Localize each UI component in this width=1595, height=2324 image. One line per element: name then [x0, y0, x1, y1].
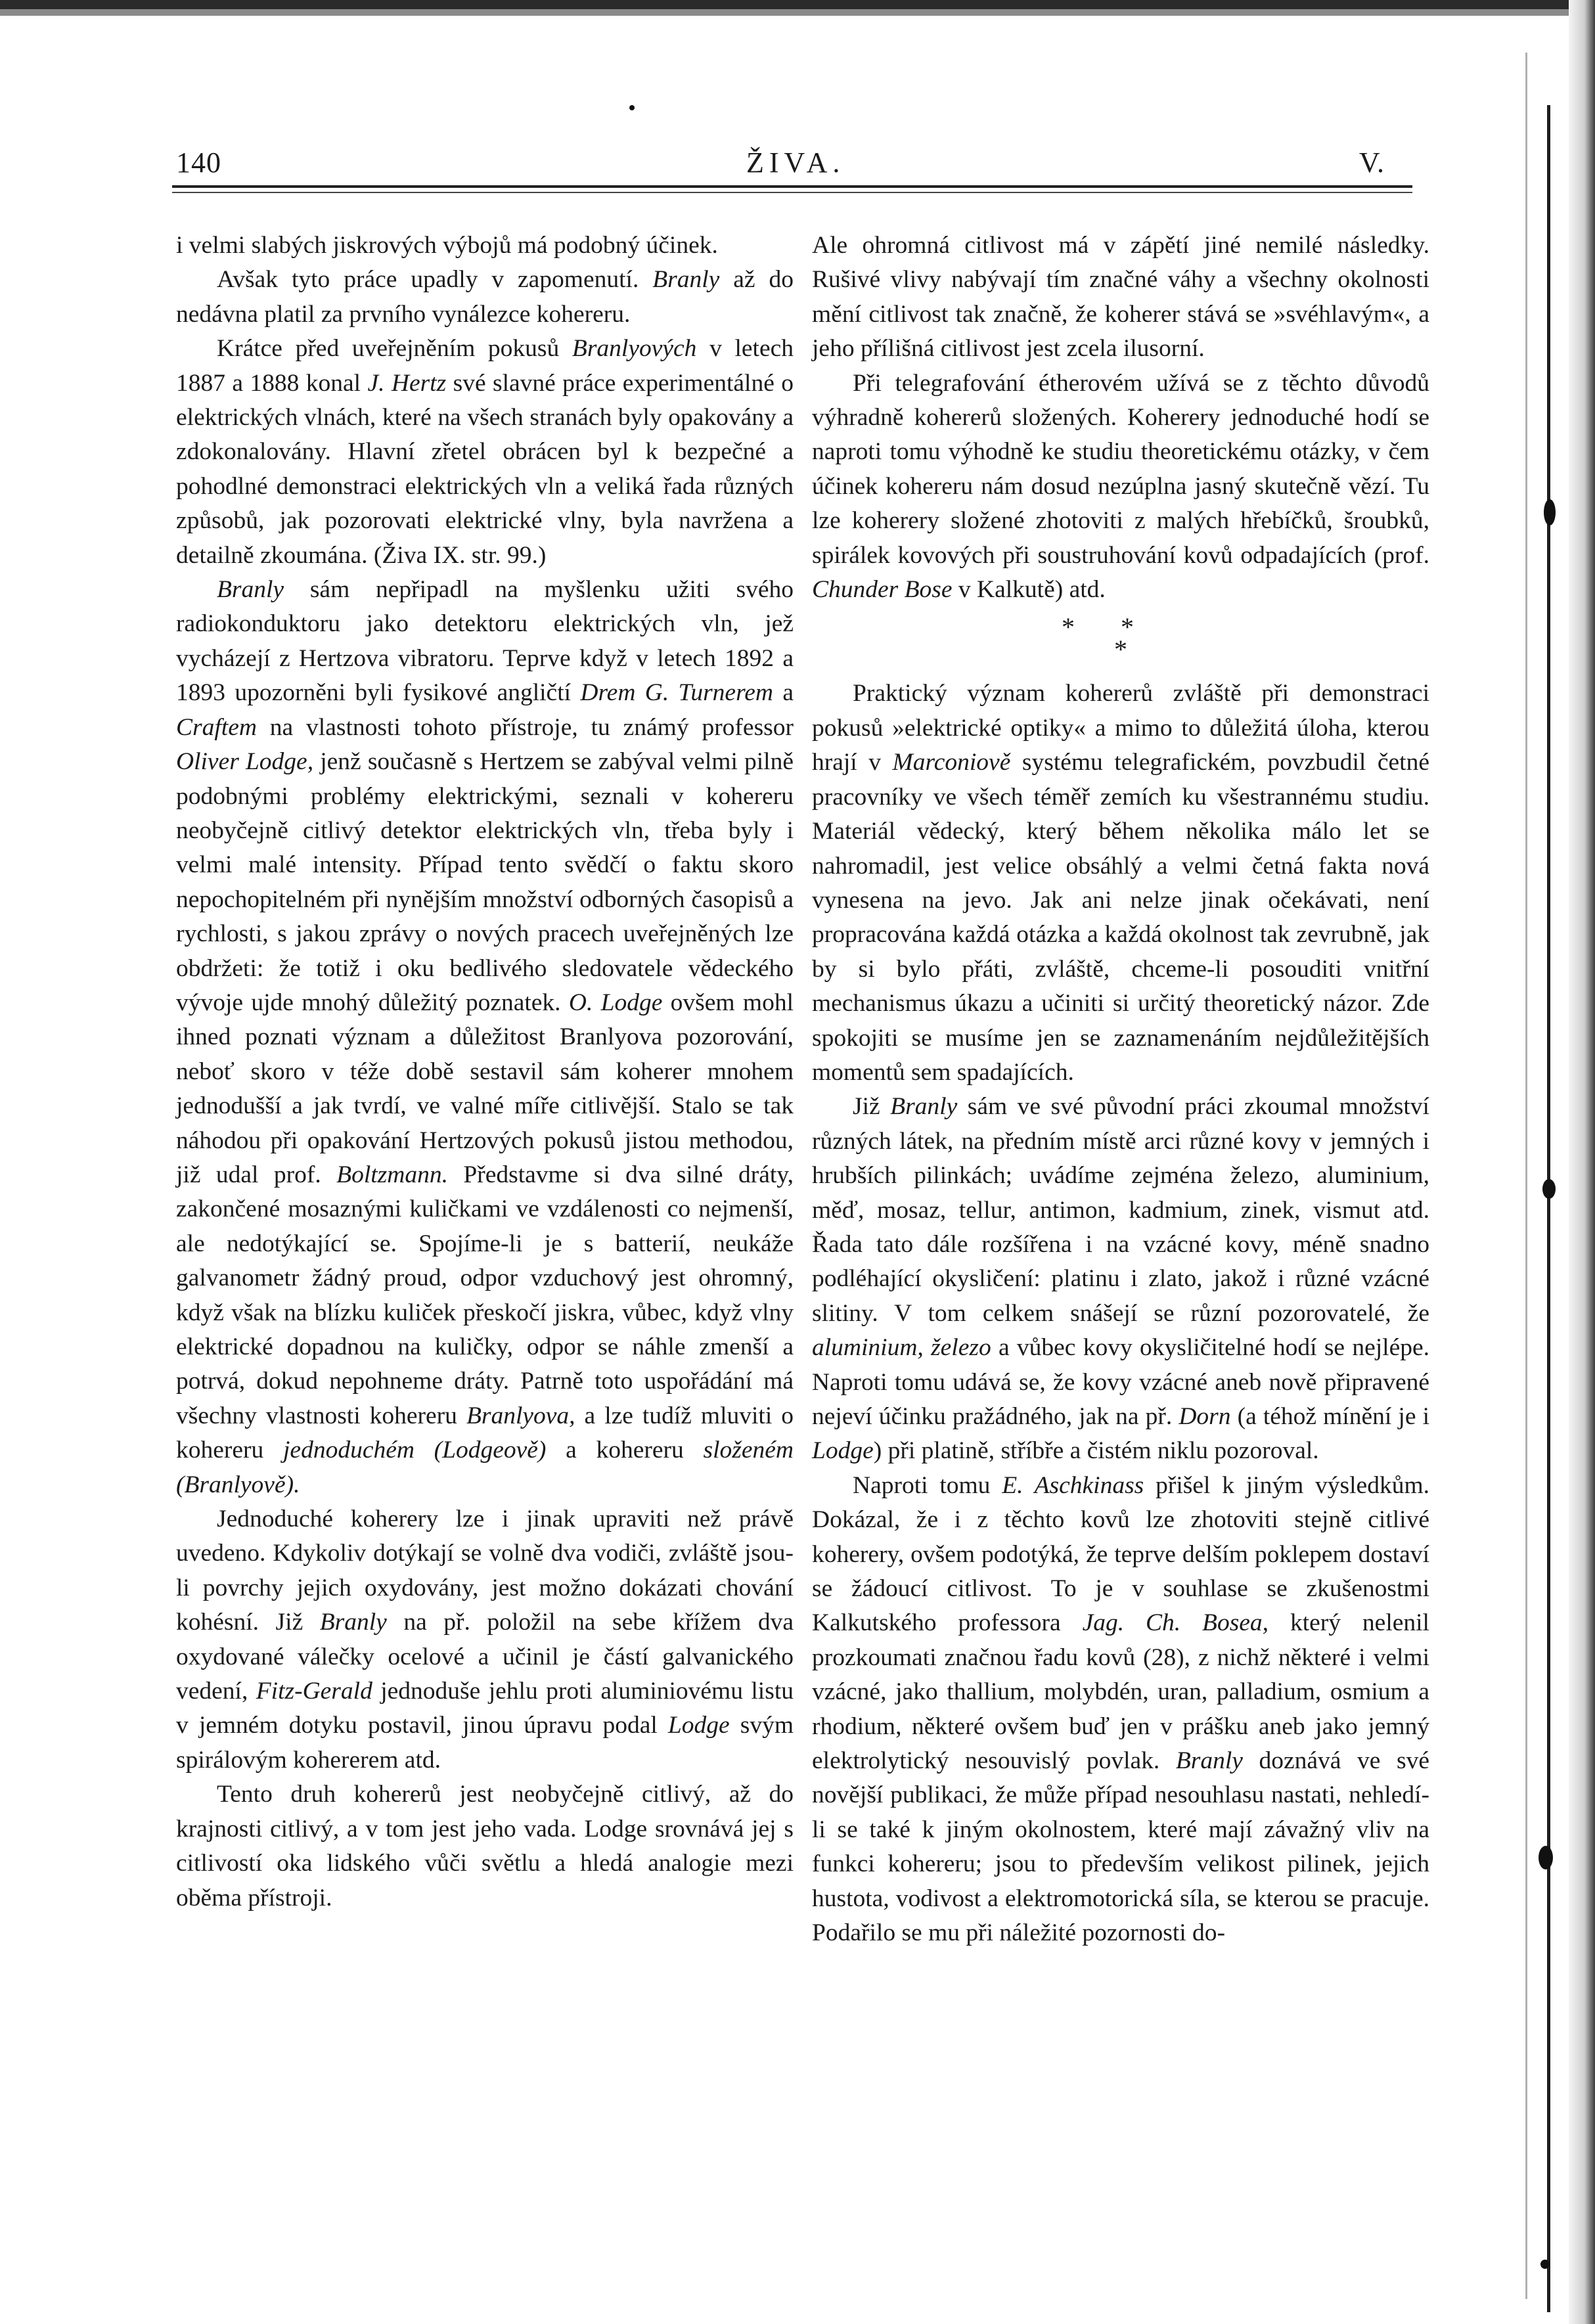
running-header: [176, 146, 1385, 185]
italic-name: Branlyova,: [466, 1402, 575, 1429]
scan-speck: [1544, 499, 1556, 525]
text-run: jenž současně s Hertzem se zabýval velmi pilně podobnými problémy elektrickými, seznali v kohereru neobyčejně citlivý detektor elektrických vln, třeba byly i velmi malé intensity. Případ tento svědčí o faktu skoro nepochopitelném při nynějším množství odborných časopisů a rychlosti, s jakou zprávy o nových pracech uveřejněných lze obdržeti: že totiž i oku bedlivého sledovatele vědeckého vývoje ujde mnohý důležitý poznatek.: [176, 748, 794, 1016]
text-run: ovšem mohl ihned poznati význam a důležitost Branlyova pozorování, neboť skoro v téže době sestavil sám koherer mnohem jednodušší a jak tvrdí, ve valné míře citlivější. Stalo se tak náhodou při opakování Hertzových pokusů jistou methodou, již udal prof.: [176, 989, 794, 1188]
text-run: Představme si dva silné dráty, zakončené mosaznými kuličkami ve vzdálenosti co nejmenší, ale nedotýkající se. Spojíme-li je s batterií, neukáže galvanometr žádný proud, odpor vzduchový jest ohromný, když však na blízku kuliček přeskočí jiskra, vůbec, když vlny elektrické dopadnou na kuličky, odpor se náhle zmenší a potrvá, dokud nepohneme dráty. Patrně toto uspořádání má všechny vlastnosti kohereru: [176, 1161, 794, 1429]
text-run: i velmi slabých jiskrových výbojů má podobný účinek.: [176, 232, 718, 259]
scan-speck: [1542, 1179, 1556, 1199]
text-run: sám nepřipadl na myšlenku užiti svého radiokonduktoru jako detektoru elektrických vln, jež vycházejí z Hertzova vibratoru. Teprve když v letech 1892 a 1893 upozorněni byli fysikové angličtí: [176, 576, 794, 707]
scan-border-top-shadow: [0, 9, 1595, 16]
text-run: v letech 1887 a 1888 konal: [176, 335, 794, 397]
italic-name: Lodge: [667, 1712, 730, 1739]
paragraph: [176, 229, 794, 263]
italic-name: Branly: [319, 1609, 387, 1636]
italic-name: Branly: [1175, 1747, 1243, 1775]
italic-name: Branly: [652, 266, 720, 294]
text-run: Ale ohromná citlivost má v zápětí jiné nemilé následky. Rušivé vlivy nabývají tím značné váhy a všechny okolnosti mění citlivost tak značně, že koherer stává se »svéhlavým«, a jeho přílišná citlivost jest zcela ilusorní.: [812, 232, 1429, 363]
text-run: až do nedávna platil za prvního vynálezce kohereru.: [176, 266, 794, 328]
text-run: na př. položil na sebe křížem dva oxydované válečky ocelové a učinil je částí galvanického vedení,: [176, 1609, 794, 1705]
italic-name: O. Lodge: [568, 989, 663, 1016]
text-run: který nelenil prozkoumati značnou řadu kovů (28), z nichž některé i velmi vzácné, jako thallium, molybdén, uran, palladium, osmium a rhodium, některé ovšem buď jen v prášku aneb jako jemný elektrolytický nesouvislý povlak.: [812, 1609, 1429, 1775]
text-run: a: [773, 679, 794, 707]
italic-name: J. Hertz: [367, 369, 447, 397]
text-run: a kohereru: [546, 1437, 704, 1464]
italic-name: Oliver Lodge,: [176, 748, 314, 776]
italic-name: Branly: [217, 576, 284, 604]
italic-name: Chunder Bose: [812, 576, 953, 604]
italic-name: Lodge: [812, 1437, 874, 1465]
text-run: Praktický význam kohererů zvláště při demonstraci pokusů »elektrické optiky« a mimo to důležitá úloha, kterou hrají v: [812, 680, 1429, 776]
text-run: Jednoduché koherery lze i jinak upraviti než právě uvedeno. Kdykoliv dotýkají se volně dva vodiči, zvláště jsou-li povrchy jejich oxydovány, jest možno dokázati chování kohésní. Již: [176, 1506, 794, 1636]
text-run: systému telegrafickém, povzbudil četné pracovníky ve všech téměř zemích ku všestrannému studiu. Materiál vědecký, který během několika málo let se nahromadil, jest velice obsáhlý a velmi četná fakta nová vynesena na jevo. Jak ani nelze jinak očekávati, není propracována každá otázka a každá okolnost tak zevrubně, jak by si bylo přáti, zvláště, chceme-li posouditi vnitřní mechanismus úkazu a učiniti si určitý theoretický názor. Zde spokojiti se musíme jen se zaznamenáním nejdůležitějších momentů sem spadajících.: [812, 749, 1429, 1086]
italic-name: Craftem: [176, 713, 257, 741]
paragraph: [812, 367, 1429, 608]
italic-name: Drem G. Turnerem: [580, 679, 774, 707]
text-run: a vůbec kovy okysličitelné hodí se nejlépe. Naproti tomu udává se, že kovy vzácné aneb nově připravené nejeví účinku pražádného, jak na př.: [812, 1334, 1429, 1430]
volume-number: V.: [1359, 146, 1385, 179]
italic-name: Jag. Ch. Bosea,: [1082, 1609, 1269, 1637]
page-number: 140: [176, 146, 221, 179]
journal-title: ŽIVA.: [746, 146, 845, 179]
italic-name: složeném (Branlyově).: [176, 1437, 794, 1498]
text-run: v Kalkutě) atd.: [952, 576, 1106, 604]
text-run: Avšak tyto práce upadly v zapomenutí.: [217, 266, 653, 294]
paragraph: [812, 677, 1429, 1090]
italic-name: Branly: [890, 1093, 958, 1121]
header-rule-thick: [172, 185, 1412, 188]
paragraph: [176, 263, 794, 332]
text-run: a lze tudíž mluviti o kohereru: [176, 1402, 794, 1464]
right-column: [812, 229, 1429, 2147]
text-run: ) při platině, stříbře a čistém niklu pozoroval.: [873, 1437, 1319, 1465]
right-column-top: [812, 229, 1429, 607]
paragraph: [812, 229, 1429, 367]
header-rule-thin: [172, 192, 1412, 193]
paragraph: [176, 332, 794, 573]
paragraph: [176, 573, 794, 1502]
text-run: své slavné práce experimentálné o elektrických vlnách, které na všech stranách byly opakovány a zdokonalovány. Hlavní zřetel obrácen byl k bezpečné a pohodlné demonstraci elektrických vln a veliká řada různých způsobů, jak pozorovati elektrické vlny, byla navržena a detailně zkoumána. (Živa IX. str. 99.): [176, 369, 794, 569]
italic-name: E. Aschkinass: [1002, 1471, 1144, 1499]
scan-speck: [1540, 2260, 1550, 2269]
scan-border-right: [1569, 0, 1595, 2324]
right-column-bottom: [812, 677, 1429, 1950]
text-run: svým spirálovým kohererem atd.: [176, 1712, 794, 1774]
text-run: na vlastnosti tohoto přístroje, tu známý professor: [256, 713, 794, 741]
text-run: Krátce před uveřejněním pokusů: [217, 335, 572, 363]
paragraph: [812, 1090, 1429, 1468]
text-run: sám ve své původní práci zkoumal množství různých látek, na předním místě arci různé kovy v jemných i hrubších pilinkách; uvádíme zejména železo, aluminium, měď, mosaz, tellur, antimon, kadmium, zinek, vismut atd. Řada tato dále rozšířena i na vzácné kovy, méně snadno podléhající okysličení: platinu i zlato, jakož i různé vzácné slitiny. V tom celkem snášejí se různí pozorovatelé, že: [812, 1093, 1429, 1327]
italic-name: aluminium, železo: [812, 1334, 991, 1362]
scan-border-top: [0, 0, 1595, 9]
separator-asterisk: *: [1114, 635, 1127, 665]
scan-speck: [1539, 1846, 1553, 1869]
text-run: Tento druh kohererů jest neobyčejně citlivý, až do krajnosti citlivý, a v tom jest jeho vada. Lodge srovnává jej s citlivostí oka lidského vůči světlu a hledá analogie mezi oběma přístroji.: [176, 1781, 794, 1911]
paragraph: [812, 1469, 1429, 1951]
scan-speck: [629, 105, 635, 110]
page-edge-line: [1547, 105, 1550, 2312]
text-run: Při telegrafování étherovém užívá se z těchto důvodů výhradně kohererů složených. Koherery jednoduché hodí se naproti tomu výhodně ke studiu theoretickému otázky, v čem účinek kohereru nám dosud nezúplna jasný skutečně vězí. Tu lze koherery složené zhotoviti z malých hřebíčků, šroubků, spirálek kovových při soustruhování kovů odpadajících (prof.: [812, 369, 1429, 569]
italic-name: jednoduchém (Lodgeově): [283, 1437, 547, 1464]
italic-name: Branlyových: [572, 335, 697, 363]
separator-asterisk: *: [1121, 612, 1180, 642]
text-run: doznává ve své novější publikaci, že může případ nesouhlasu nastati, nehledí-li se také k jiným okolnostem, které mají závažný vliv na funkci kohereru; jsou to především velikost pilinek, jejich hustota, vodivost a elektromotorická síla, se kterou se pracuje. Podařilo se mu při náležité pozornosti do-: [812, 1747, 1429, 1947]
page-edge-shadow: [1525, 53, 1527, 2299]
italic-name: Dorn: [1179, 1403, 1231, 1430]
italic-name: Boltzmann.: [336, 1161, 448, 1188]
section-separator: [812, 612, 1429, 665]
paragraph: [176, 1502, 794, 1777]
text-run: Již: [853, 1093, 891, 1121]
text-run: (a téhož mínění je i: [1230, 1403, 1429, 1430]
left-column: [176, 229, 794, 2147]
text-run: jednoduše jehlu proti aluminiovému listu v jemném dotyku postavil, jinou úpravu podal: [176, 1678, 794, 1739]
italic-name: Marconiově: [892, 749, 1011, 776]
separator-asterisk: *: [1062, 612, 1121, 642]
text-run: přišel k jiným výsledkům. Dokázal, že i z těchto kovů lze zhotoviti stejně citlivé koherery, ovšem podotýká, že teprve delším poklepem dostaví se žádoucí citlivost. To je v souhlase se zkušenostmi Kalkutského professora: [812, 1471, 1429, 1637]
paragraph: [176, 1777, 794, 1915]
text-run: Naproti tomu: [853, 1471, 1002, 1499]
italic-name: Fitz-Gerald: [256, 1678, 372, 1705]
